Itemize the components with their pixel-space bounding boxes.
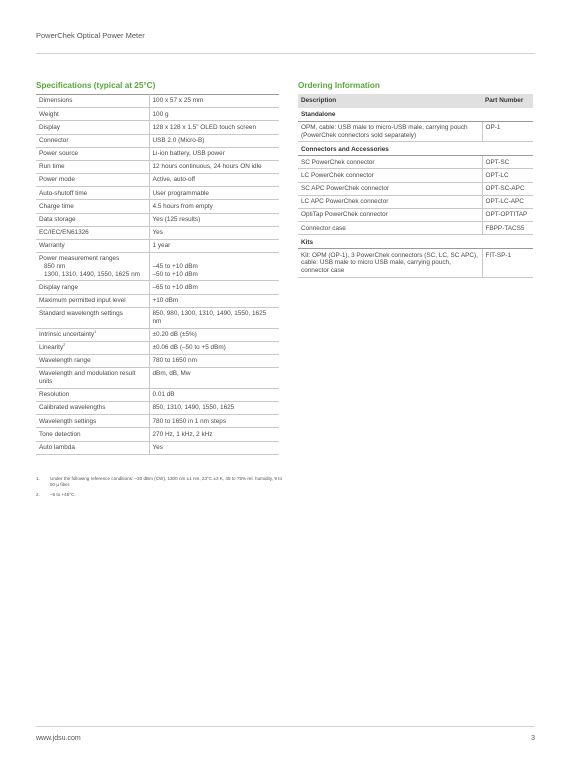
spec-label: Run time	[36, 160, 149, 173]
power-ranges-sub-850: 850 nm	[44, 263, 66, 271]
spec-label	[36, 341, 149, 354]
spec-label: Auto-shutoff time	[36, 187, 149, 200]
specifications-title: Specifications (typical at 25°C)	[36, 81, 156, 90]
spec-value: +10 dBm	[149, 294, 279, 307]
column-header-part-number: Part Number	[482, 94, 533, 108]
table-row	[298, 121, 533, 142]
footnotes	[36, 476, 286, 502]
spec-label: Wavelength settings	[36, 415, 149, 428]
spec-value: 12 hours continuous, 24 hours ON idle	[149, 160, 279, 173]
table-row	[36, 200, 279, 213]
table-row	[36, 253, 279, 281]
order-part-number: OPT-LC-APC	[482, 195, 533, 208]
spec-label: Auto lambda	[36, 441, 149, 454]
order-description: OptiTap PowerChek connector	[298, 208, 482, 221]
spec-value: 850, 1310, 1490, 1550, 1625	[149, 401, 279, 414]
spec-value: User programmable	[149, 187, 279, 200]
ordering-title: Ordering Information	[298, 81, 380, 90]
table-row	[298, 156, 533, 169]
spec-value: 100 x 57 x 25 mm	[149, 95, 279, 108]
spec-value: ±0.20 dB (±5%)	[149, 328, 279, 341]
spec-label: Power mode	[36, 174, 149, 187]
table-row	[298, 208, 533, 221]
footnote-text: Under the following reference conditions: –20 dBm (CW), 1300 nm ±1 nm, 23°C ±3 K, 45 to 75% rel. humidity, 9 to 50 µ fiber.	[50, 476, 282, 487]
order-part-number: OPT-SC	[482, 156, 533, 169]
footnote-text: –5 to +45°C.	[50, 492, 76, 497]
footnote-ref: 1	[94, 328, 97, 334]
spec-label: Tone detection	[36, 428, 149, 441]
spec-value: Li-ion battery, USB power	[149, 147, 279, 160]
order-part-number: FBPP-TACS5	[482, 222, 533, 235]
table-row	[36, 174, 279, 187]
spec-value: ±0.06 dB (–50 to +5 dBm)	[149, 341, 279, 354]
footnote	[36, 492, 286, 498]
spec-label	[36, 253, 149, 281]
order-description: Kit: OPM (OP-1), 3 PowerChek connectors (SC, LC, SC APC), cable: USB male to micro USB male, carrying pouch, connector case	[298, 249, 482, 277]
spec-label	[36, 328, 149, 341]
table-row	[36, 281, 279, 294]
table-row	[36, 95, 279, 108]
footnote-ref: 2	[63, 341, 66, 347]
category-row	[298, 108, 533, 121]
power-ranges-val-850: –45 to +10 dBm	[152, 263, 198, 271]
power-ranges-sub-1300: 1300, 1310, 1490, 1550, 1625 nm	[44, 270, 140, 278]
footer-url[interactable]: www.jdsu.com	[36, 735, 81, 742]
spec-value: 850, 980, 1300, 1310, 1490, 1550, 1625 nm	[149, 307, 279, 328]
order-part-number: FIT-SP-1	[482, 249, 533, 277]
table-row	[36, 226, 279, 239]
table-row	[36, 121, 279, 134]
specifications-table	[36, 94, 279, 455]
spec-label: EC/IEC/EN61326	[36, 226, 149, 239]
spec-label: Display range	[36, 281, 149, 294]
order-description: SC PowerChek connector	[298, 156, 482, 169]
footnote	[36, 476, 286, 488]
spec-value: 780 to 1650 nm	[149, 354, 279, 367]
spec-label: Dimensions	[36, 95, 149, 108]
spec-label: Calibrated wavelengths	[36, 401, 149, 414]
table-row	[36, 368, 279, 389]
table-row	[36, 388, 279, 401]
footer-divider	[36, 726, 535, 727]
spec-value: –65 to +10 dBm	[149, 281, 279, 294]
order-part-number: OPT-LC	[482, 169, 533, 182]
spec-label: Power source	[36, 147, 149, 160]
order-part-number: OP-1	[482, 121, 533, 142]
spec-label-text: Linearity	[39, 344, 64, 352]
spec-label: Warranty	[36, 239, 149, 252]
table-row	[36, 160, 279, 173]
spec-value: dBm, dB, Mw	[149, 368, 279, 389]
table-row	[36, 108, 279, 121]
table-row	[36, 401, 279, 414]
category-kits: Kits	[298, 235, 533, 249]
table-row	[36, 134, 279, 147]
spec-value: 4.5 hours from empty	[149, 200, 279, 213]
table-row	[36, 328, 279, 341]
table-row	[298, 182, 533, 195]
spec-value: Yes (125 results)	[149, 213, 279, 226]
spec-label-text: Intrinsic uncertainty	[39, 330, 95, 338]
power-ranges-val-1300: –50 to +10 dBm	[152, 270, 198, 278]
spec-value	[149, 253, 279, 281]
spec-label: Resolution	[36, 388, 149, 401]
spec-value: 1 year	[149, 239, 279, 252]
spec-value: 100 g	[149, 108, 279, 121]
table-row	[36, 341, 279, 354]
order-description: OPM, cable: USB male to micro-USB male, carrying pouch (PowerChek connectors sold separately)	[298, 121, 482, 142]
header-divider	[36, 53, 535, 54]
table-row	[298, 169, 533, 182]
table-row	[36, 147, 279, 160]
category-accessories: Connectors and Accessories	[298, 142, 533, 156]
spec-value: 780 to 1650 in 1 nm steps	[149, 415, 279, 428]
order-part-number: OPT-OPTITAP	[482, 208, 533, 221]
spec-label: Charge time	[36, 200, 149, 213]
category-standalone: Standalone	[298, 108, 533, 121]
table-row	[36, 415, 279, 428]
table-row	[36, 428, 279, 441]
footnote-number: 2.	[36, 492, 40, 497]
table-row	[298, 222, 533, 235]
table-row	[36, 441, 279, 454]
spec-value: 0.01 dB	[149, 388, 279, 401]
table-header-row	[298, 94, 533, 108]
table-row	[36, 239, 279, 252]
spec-label: Data storage	[36, 213, 149, 226]
order-description: LC PowerChek connector	[298, 169, 482, 182]
order-part-number: OPT-SC-APC	[482, 182, 533, 195]
table-row	[36, 294, 279, 307]
table-row	[36, 354, 279, 367]
column-header-description: Description	[298, 94, 482, 108]
spec-value: USB 2.0 (Micro-B)	[149, 134, 279, 147]
spec-value: Active, auto-off	[149, 174, 279, 187]
spec-label: Wavelength and modulation result units	[36, 368, 149, 389]
spec-value: 270 Hz, 1 kHz, 2 kHz	[149, 428, 279, 441]
spec-label: Connector	[36, 134, 149, 147]
spec-label: Weight	[36, 108, 149, 121]
category-row	[298, 235, 533, 249]
table-row	[36, 307, 279, 328]
table-row	[36, 187, 279, 200]
table-row	[36, 213, 279, 226]
header-title: PowerChek Optical Power Meter	[36, 31, 145, 40]
spec-label: Display	[36, 121, 149, 134]
power-ranges-label: Power measurement ranges	[39, 255, 120, 263]
spec-label: Standard wavelength settings	[36, 307, 149, 328]
order-description: Connector case	[298, 222, 482, 235]
spec-label: Maximum permitted input level	[36, 294, 149, 307]
spec-value: Yes	[149, 226, 279, 239]
spec-value: 128 x 128 x 1.5" OLED touch screen	[149, 121, 279, 134]
ordering-table	[298, 94, 533, 278]
spec-value: Yes	[149, 441, 279, 454]
order-description: SC APC PowerChek connector	[298, 182, 482, 195]
table-row	[298, 249, 533, 277]
category-row	[298, 142, 533, 156]
footnote-number: 1.	[36, 476, 40, 481]
table-row	[298, 195, 533, 208]
spec-label: Wavelength range	[36, 354, 149, 367]
order-description: LC APC PowerChek connector	[298, 195, 482, 208]
page-number: 3	[531, 735, 535, 742]
